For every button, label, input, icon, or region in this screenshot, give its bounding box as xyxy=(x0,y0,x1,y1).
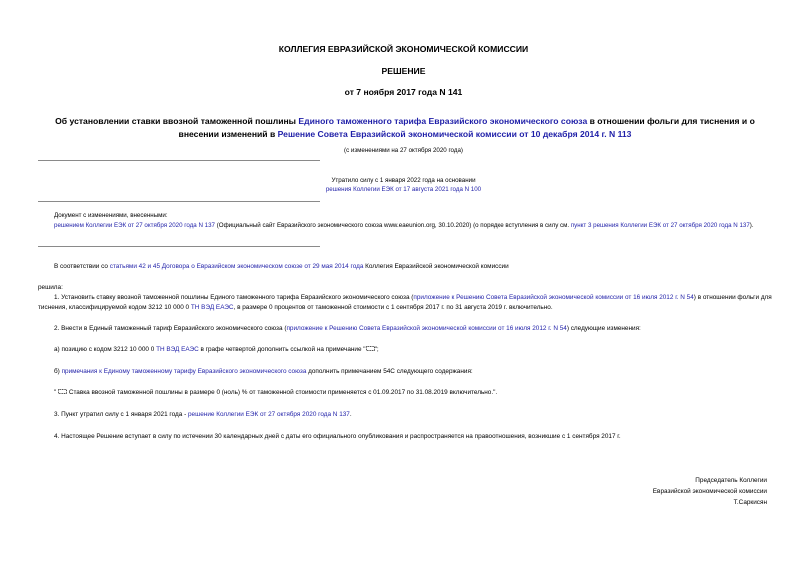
lost-force-link-line xyxy=(0,185,807,194)
signature-org: Евразийской экономической комиссии xyxy=(652,488,767,495)
amended-note: (с изменениями на 27 октября 2020 года) xyxy=(344,147,463,154)
resolved-label: решила: xyxy=(38,284,63,291)
footnote-symbol-icon xyxy=(366,346,375,351)
item-2a: а) позицию с кодом 3212 10 000 0 ТН ВЭД ЕАЭС в графе четвертой дополнить ссылкой на примечание " "; xyxy=(54,346,379,353)
item2a-link-tnved[interactable]: ТН ВЭД ЕАЭС xyxy=(156,346,199,353)
signature-position: Председатель Коллегии xyxy=(695,477,767,484)
signature-name: Т.Саркисян xyxy=(733,499,767,506)
note-54c: " Ставка ввозной таможенной пошлины в размере 0 (ноль) % от таможенной стоимости применяется с 01.09.2017 по 31.08.2019 включительно.". xyxy=(54,389,498,396)
divider xyxy=(38,246,320,247)
title-link-council-decision[interactable]: Решение Совета Евразийской экономической комиссии от 10 декабря 2014 г. N 113 xyxy=(277,129,632,139)
item1-link-annex[interactable]: приложение к Решению Совета Евразийской экономической комиссии от 16 июля 2012 г. N 54 xyxy=(413,294,694,301)
changes-link-item3[interactable]: пункт 3 решения Коллегии ЕЭК от 27 октября 2020 года N 137 xyxy=(570,222,750,229)
footnote-symbol-icon xyxy=(58,389,67,394)
title-text-2: в отношении фольги для тиснения и о внесении изменений в xyxy=(178,116,755,139)
lost-force-link[interactable]: решения Коллегии ЕЭК от 17 августа 2021 года N 100 xyxy=(325,186,482,193)
item1-link-tnved[interactable]: ТН ВЭД ЕАЭС xyxy=(190,304,234,311)
item3-link-decision-137[interactable]: решение Коллегии ЕЭК от 27 октября 2020 года N 137 xyxy=(188,411,350,418)
preamble-link-treaty[interactable]: статьями 42 и 45 Договора о Евразийском экономическом союзе от 29 мая 2014 года xyxy=(109,263,364,270)
item-2: 2. Внести в Единый таможенный тариф Евразийского экономического союза (приложение к Решению Совета Евразийской экономической комиссии от 16 июля 2012 г. N 54) следующие изменения: xyxy=(54,325,641,332)
changes-text: решением Коллегии ЕЭК от 27 октября 2020 года N 137 (Официальный сайт Евразийского экономического союза www.eaeunion.org, 30.10.2020) (о порядке вступления в силу см. пункт 3 решения Коллегии ЕЭК от 27 октября 2020 года N 137). xyxy=(54,222,754,229)
item2-link-annex[interactable]: приложение к Решению Совета Евразийской экономической комиссии от 16 июля 2012 г. N 54 xyxy=(286,325,567,332)
divider xyxy=(38,160,320,161)
preamble: В соответствии со статьями 42 и 45 Договора о Евразийском экономическом союзе от 29 мая 2014 года Коллегия Евразийской экономической комиссии xyxy=(54,263,509,270)
title-text-1: Об установлении ставки ввозной таможенной пошлины xyxy=(55,116,299,126)
item-4: 4. Настоящее Решение вступает в силу по истечении 30 календарных дней с даты его официального опубликования и распространяется на правоотношения, возникшие с 1 сентября 2017 г. xyxy=(54,433,621,440)
lost-force-text: Утратило силу с 1 января 2022 года на основании xyxy=(331,177,476,184)
item-3: 3. Пункт утратил силу с 1 января 2021 года - решение Коллегии ЕЭК от 27 октября 2020 года N 137. xyxy=(54,411,352,418)
divider xyxy=(38,201,320,202)
doc-date-number: от 7 ноября 2017 года N 141 xyxy=(344,87,463,97)
changes-label: Документ с изменениями, внесенными: xyxy=(54,212,168,219)
item2b-link-notes[interactable]: примечания к Единому таможенному тарифу Евразийского экономического союза xyxy=(61,368,307,375)
changes-link-decision-137[interactable]: решением Коллегии ЕЭК от 27 октября 2020 года N 137 xyxy=(54,222,215,229)
item-2b: б) примечания к Единому таможенному тарифу Евразийского экономического союза дополнить примечанием 54С следующего содержания: xyxy=(54,368,473,375)
title-link-eaeu-tariff[interactable]: Единого таможенного тарифа Евразийского экономического союза xyxy=(298,116,588,126)
doc-type: РЕШЕНИЕ xyxy=(381,66,426,76)
org-name: КОЛЛЕГИЯ ЕВРАЗИЙСКОЙ ЭКОНОМИЧЕСКОЙ КОМИССИИ xyxy=(278,44,529,54)
signature-block xyxy=(653,475,767,508)
doc-title xyxy=(40,115,770,141)
item-1: 1. Установить ставку ввозной таможенной пошлины Единого таможенного тарифа Евразийского экономического союза (приложение к Решению Совета Евразийской экономической комиссии от 16 июля 2012 г. N 54) в отношении фольги для тиснения, классифицируемой кодом 3212 10 000 0 ТН ВЭД ЕАЭС, в размере 0 процентов от таможенной стоимости с 1 сентября 2017 г. по 31 августа 2019 г. включительно. xyxy=(38,294,772,311)
